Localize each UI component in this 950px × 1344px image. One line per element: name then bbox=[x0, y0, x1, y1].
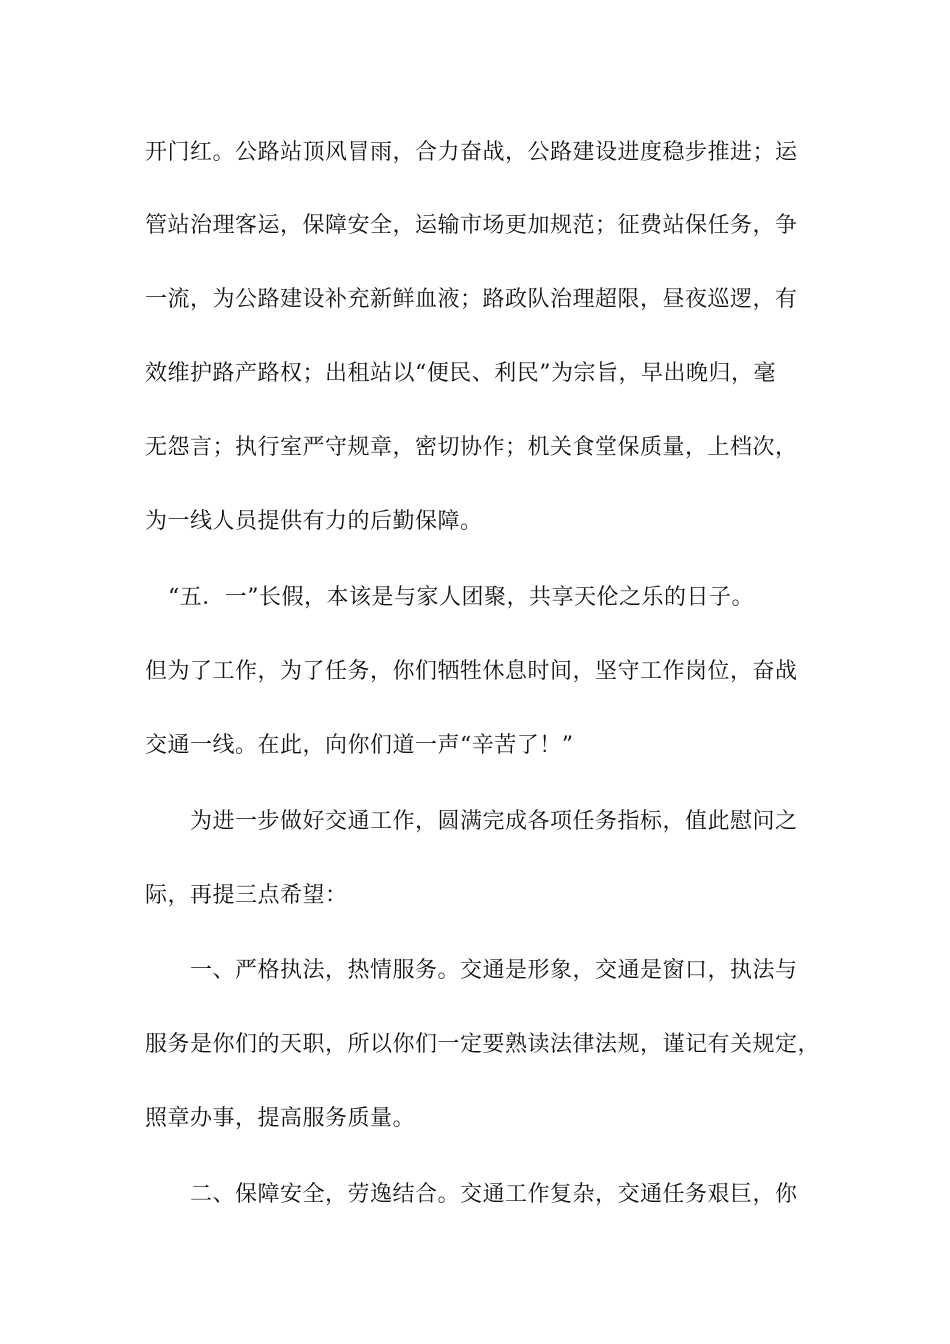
paragraph-line: “五．一”长假，本该是与家人团聚，共享天伦之乐的日子。 bbox=[168, 585, 754, 610]
paragraph-line: 为进一步做好交通工作，圆满完成各项任务指标，值此慰问之 bbox=[190, 809, 798, 834]
paragraph-line: 为一线人员提供有力的后勤保障。 bbox=[145, 509, 483, 534]
paragraph-line: 服务是你们的天职，所以你们一定要熟读法律法规，谨记有关规定， bbox=[145, 1032, 821, 1057]
paragraph-line: 开门红。公路站顶风冒雨，合力奋战，公路建设进度稳步推进；运 bbox=[145, 140, 798, 165]
paragraph-line: 际，再提三点希望： bbox=[145, 883, 348, 908]
paragraph-line: 二、保障安全，劳逸结合。交通工作复杂，交通任务艰巨，你 bbox=[190, 1182, 798, 1207]
paragraph-line: 无怨言；执行室严守规章，密切协作；机关食堂保质量，上档次， bbox=[145, 435, 798, 460]
paragraph-line: 管站治理客运，保障安全，运输市场更加规范；征费站保任务，争 bbox=[145, 213, 798, 238]
paragraph-line: 交通一线。在此，向你们道一声“辛苦了！” bbox=[145, 733, 574, 758]
paragraph-line: 一、严格执法，热情服务。交通是形象，交通是窗口，执法与 bbox=[190, 958, 798, 983]
paragraph-line: 一流，为公路建设补充新鲜血液；路政队治理超限，昼夜巡逻，有 bbox=[145, 287, 798, 312]
paragraph-line: 照章办事，提高服务质量。 bbox=[145, 1106, 416, 1131]
paragraph-line: 效维护路产路权；出租站以“便民、利民”为宗旨，早出晚归，毫 bbox=[145, 361, 776, 386]
paragraph-line: 但为了工作，为了任务，你们牺牲休息时间，坚守工作岗位，奋战 bbox=[145, 659, 798, 684]
